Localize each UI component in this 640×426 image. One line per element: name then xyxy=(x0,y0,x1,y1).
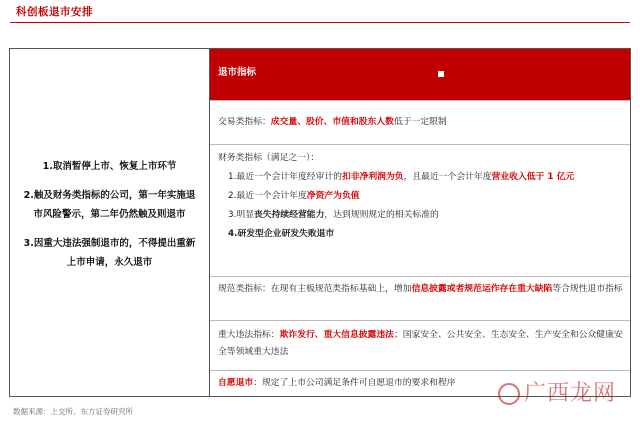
norm-indicator-row xyxy=(210,277,630,321)
illegal-text: ；国家安全、公共安全、生态安全、生产安全和公众健康安全等领域重大违法 xyxy=(218,330,623,357)
page-title: 科创板退市安排 xyxy=(16,6,93,18)
finance-item xyxy=(218,168,624,187)
trade-highlight: 成交量、股价、市值和股东人数 xyxy=(270,117,394,127)
summary-list xyxy=(20,157,199,282)
title-divider xyxy=(10,22,630,23)
summary-column xyxy=(10,49,210,396)
watermark-text: 广西龙网 xyxy=(524,381,617,406)
indicator-header xyxy=(210,49,630,101)
summary-item: 1.取消暂停上市、恢复上市环节 xyxy=(42,161,177,172)
finance-item-highlight: 营业收入低于 1 亿元 xyxy=(491,172,575,182)
indicator-column xyxy=(210,49,630,396)
finance-item-highlight: 扣非净利润为负 xyxy=(341,172,404,182)
finance-item-text: ，且最近一个会计年度 xyxy=(403,172,492,182)
voluntary-label: 自愿退市 xyxy=(218,378,254,388)
summary-item: 2.触及财务类指标的公司，第一年实施退市风险警示，第二年仍然触及则退市 xyxy=(23,190,196,220)
square-icon xyxy=(438,71,444,77)
norm-text: 等合规性退市指标 xyxy=(552,284,623,294)
finance-item xyxy=(218,206,624,225)
voluntary-text: ：规定了上市公司满足条件可自愿退市的要求和程序 xyxy=(253,378,456,388)
watermark-icon xyxy=(498,383,520,405)
summary-item: 3.因重大违法强制退市的，不得提出重新上市申请，永久退市 xyxy=(23,238,196,268)
trade-label: 交易类指标： xyxy=(218,117,271,127)
illegal-highlight: 欺诈发行、重大信息披露违法 xyxy=(279,330,394,340)
finance-item-text: 3.明显 xyxy=(228,210,254,220)
header-label: 退市指标 xyxy=(218,67,257,78)
finance-item-bold: 丧失持续经营能力 xyxy=(254,210,325,220)
norm-text: 在现有主板规范类指标基础上，增加 xyxy=(270,284,412,294)
finance-item-highlight: 净资产为负值 xyxy=(306,191,360,201)
data-source: 数据来源：上交所、东方证券研究所 xyxy=(13,407,133,416)
norm-highlight: 信息披露或者规范运作存在重大缺陷 xyxy=(411,284,553,294)
finance-item-text: 2.最近一个会计年度 xyxy=(228,191,307,201)
norm-label: 规范类指标： xyxy=(218,284,271,294)
illegal-indicator-row xyxy=(210,321,630,371)
trade-suffix: 低于一定限制 xyxy=(393,117,447,127)
finance-label: 财务类指标（满足之一）： xyxy=(218,153,320,163)
trade-indicator-row xyxy=(210,101,630,145)
finance-item xyxy=(218,187,624,206)
illegal-label: 重大违法指标： xyxy=(218,330,280,340)
finance-item-text: 1.最近一个会计年度经审计的 xyxy=(228,172,342,182)
finance-item: 4.研发型企业研发失败退市 xyxy=(228,229,335,239)
finance-item-text: ，达到规则规定的相关标准的 xyxy=(324,210,439,220)
watermark-logo xyxy=(498,376,616,407)
finance-indicator-row xyxy=(210,145,630,277)
delisting-table xyxy=(9,48,631,397)
